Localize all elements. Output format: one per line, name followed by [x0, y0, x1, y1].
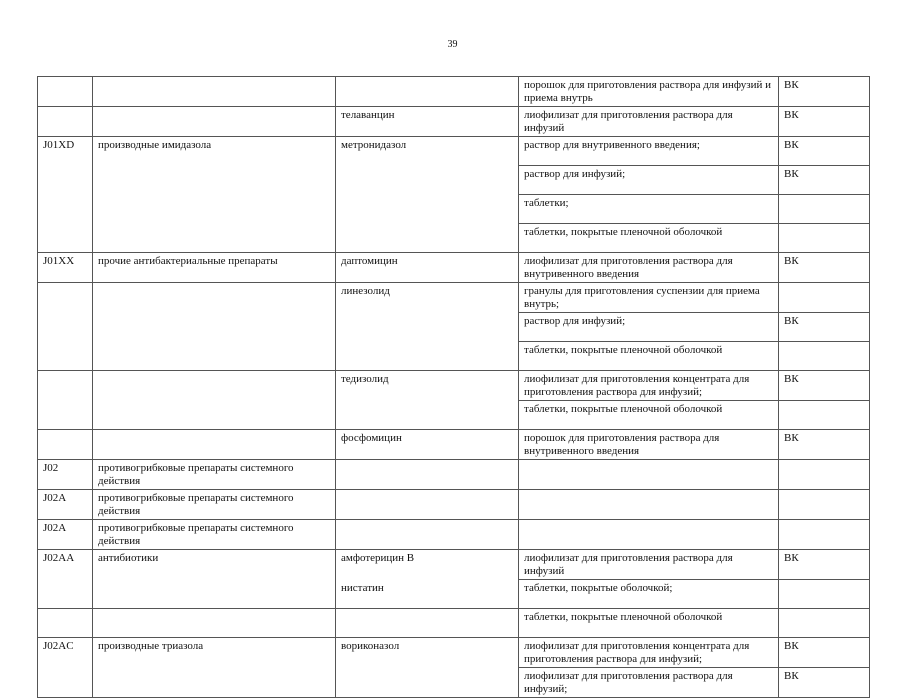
drug-list-table: [37, 76, 870, 698]
cell-note: ВК: [779, 638, 870, 668]
cell-form: таблетки;: [519, 195, 779, 224]
cell-drug: фосфомицин: [336, 430, 519, 460]
table-row: [38, 580, 870, 609]
cell-note: [779, 460, 870, 490]
cell-drug: тедизолид: [336, 371, 519, 401]
cell-group: производные триазола: [93, 638, 336, 668]
cell-note: [779, 195, 870, 224]
cell-code: J02AA: [38, 550, 93, 580]
cell-group: противогрибковые препараты системного действия: [93, 490, 336, 520]
cell-form: таблетки, покрытые пленочной оболочкой: [519, 224, 779, 253]
cell-note: ВК: [779, 253, 870, 283]
cell-drug: [336, 342, 519, 371]
table-row: [38, 401, 870, 430]
cell-code: J01XX: [38, 253, 93, 283]
cell-group: [93, 401, 336, 430]
cell-note: [779, 609, 870, 638]
cell-drug: [336, 520, 519, 550]
cell-group: [93, 283, 336, 313]
cell-code: [38, 107, 93, 137]
cell-note: ВК: [779, 137, 870, 166]
cell-group: [93, 609, 336, 638]
cell-drug: метронидазол: [336, 137, 519, 166]
cell-drug: нистатин: [336, 580, 519, 609]
cell-group: противогрибковые препараты системного действия: [93, 520, 336, 550]
cell-group: [93, 580, 336, 609]
cell-group: [93, 668, 336, 698]
cell-group: [93, 371, 336, 401]
cell-drug: [336, 609, 519, 638]
cell-drug: [336, 166, 519, 195]
cell-code: [38, 342, 93, 371]
cell-note: ВК: [779, 430, 870, 460]
cell-drug: [336, 401, 519, 430]
cell-code: [38, 224, 93, 253]
cell-group: [93, 313, 336, 342]
cell-code: J02AC: [38, 638, 93, 668]
table-row: [38, 609, 870, 638]
cell-form: порошок для приготовления раствора для инфузий и приема внутрь: [519, 77, 779, 107]
table-row: [38, 253, 870, 283]
table-row: [38, 224, 870, 253]
cell-drug: [336, 313, 519, 342]
cell-note: [779, 490, 870, 520]
cell-drug: [336, 490, 519, 520]
cell-note: ВК: [779, 550, 870, 580]
cell-group: производные имидазола: [93, 137, 336, 166]
cell-code: [38, 401, 93, 430]
cell-group: противогрибковые препараты системного действия: [93, 460, 336, 490]
cell-code: [38, 166, 93, 195]
cell-form: лиофилизат для приготовления раствора для инфузий: [519, 550, 779, 580]
cell-group: [93, 77, 336, 107]
cell-group: прочие антибактериальные препараты: [93, 253, 336, 283]
cell-code: J02A: [38, 520, 93, 550]
cell-form: лиофилизат для приготовления раствора для инфузий: [519, 107, 779, 137]
cell-code: [38, 313, 93, 342]
cell-code: [38, 430, 93, 460]
cell-form: таблетки, покрытые пленочной оболочкой: [519, 401, 779, 430]
page-number: 39: [447, 39, 458, 50]
table-row: [38, 550, 870, 580]
cell-drug: линезолид: [336, 283, 519, 313]
cell-form: таблетки, покрытые оболочкой;: [519, 580, 779, 609]
cell-drug: [336, 77, 519, 107]
table-row: [38, 77, 870, 107]
table-row: [38, 430, 870, 460]
cell-form: [519, 520, 779, 550]
table-row: [38, 166, 870, 195]
cell-form: порошок для приготовления раствора для внутривенного введения: [519, 430, 779, 460]
cell-code: [38, 195, 93, 224]
table-row: [38, 668, 870, 698]
cell-code: [38, 371, 93, 401]
cell-form: лиофилизат для приготовления концентрата для приготовления раствора для инфузий;: [519, 371, 779, 401]
cell-note: ВК: [779, 668, 870, 698]
table-row: [38, 137, 870, 166]
cell-group: [93, 430, 336, 460]
cell-group: [93, 195, 336, 224]
cell-code: [38, 609, 93, 638]
table-row: [38, 490, 870, 520]
cell-group: [93, 342, 336, 371]
cell-form: раствор для внутривенного введения;: [519, 137, 779, 166]
cell-form: таблетки, покрытые пленочной оболочкой: [519, 609, 779, 638]
cell-code: [38, 283, 93, 313]
cell-form: лиофилизат для приготовления концентрата для приготовления раствора для инфузий;: [519, 638, 779, 668]
cell-code: J02A: [38, 490, 93, 520]
cell-note: ВК: [779, 371, 870, 401]
cell-note: [779, 401, 870, 430]
cell-note: ВК: [779, 166, 870, 195]
cell-code: J02: [38, 460, 93, 490]
table-row: [38, 283, 870, 313]
cell-drug: [336, 668, 519, 698]
cell-drug: [336, 460, 519, 490]
cell-group: [93, 224, 336, 253]
cell-group: [93, 107, 336, 137]
cell-note: [779, 224, 870, 253]
cell-form: таблетки, покрытые пленочной оболочкой: [519, 342, 779, 371]
cell-form: лиофилизат для приготовления раствора для инфузий;: [519, 668, 779, 698]
table-row: [38, 371, 870, 401]
cell-form: гранулы для приготовления суспензии для приема внутрь;: [519, 283, 779, 313]
cell-form: раствор для инфузий;: [519, 166, 779, 195]
table-row: [38, 342, 870, 371]
cell-drug: телаванцин: [336, 107, 519, 137]
table-row: [38, 195, 870, 224]
table-row: [38, 107, 870, 137]
cell-note: ВК: [779, 313, 870, 342]
cell-group: антибиотики: [93, 550, 336, 580]
cell-note: [779, 520, 870, 550]
cell-form: [519, 490, 779, 520]
cell-note: ВК: [779, 107, 870, 137]
cell-form: [519, 460, 779, 490]
cell-drug: [336, 224, 519, 253]
table-row: [38, 638, 870, 668]
cell-drug: [336, 195, 519, 224]
cell-code: [38, 668, 93, 698]
cell-group: [93, 166, 336, 195]
cell-code: [38, 77, 93, 107]
cell-drug: даптомицин: [336, 253, 519, 283]
cell-form: лиофилизат для приготовления раствора для внутривенного введения: [519, 253, 779, 283]
table-row: [38, 460, 870, 490]
cell-code: [38, 580, 93, 609]
table-row: [38, 520, 870, 550]
cell-drug: вориконазол: [336, 638, 519, 668]
table-row: [38, 313, 870, 342]
cell-note: [779, 342, 870, 371]
cell-drug: амфотерицин В: [336, 550, 519, 580]
cell-note: [779, 283, 870, 313]
cell-form: раствор для инфузий;: [519, 313, 779, 342]
cell-code: J01XD: [38, 137, 93, 166]
cell-note: ВК: [779, 77, 870, 107]
cell-note: [779, 580, 870, 609]
